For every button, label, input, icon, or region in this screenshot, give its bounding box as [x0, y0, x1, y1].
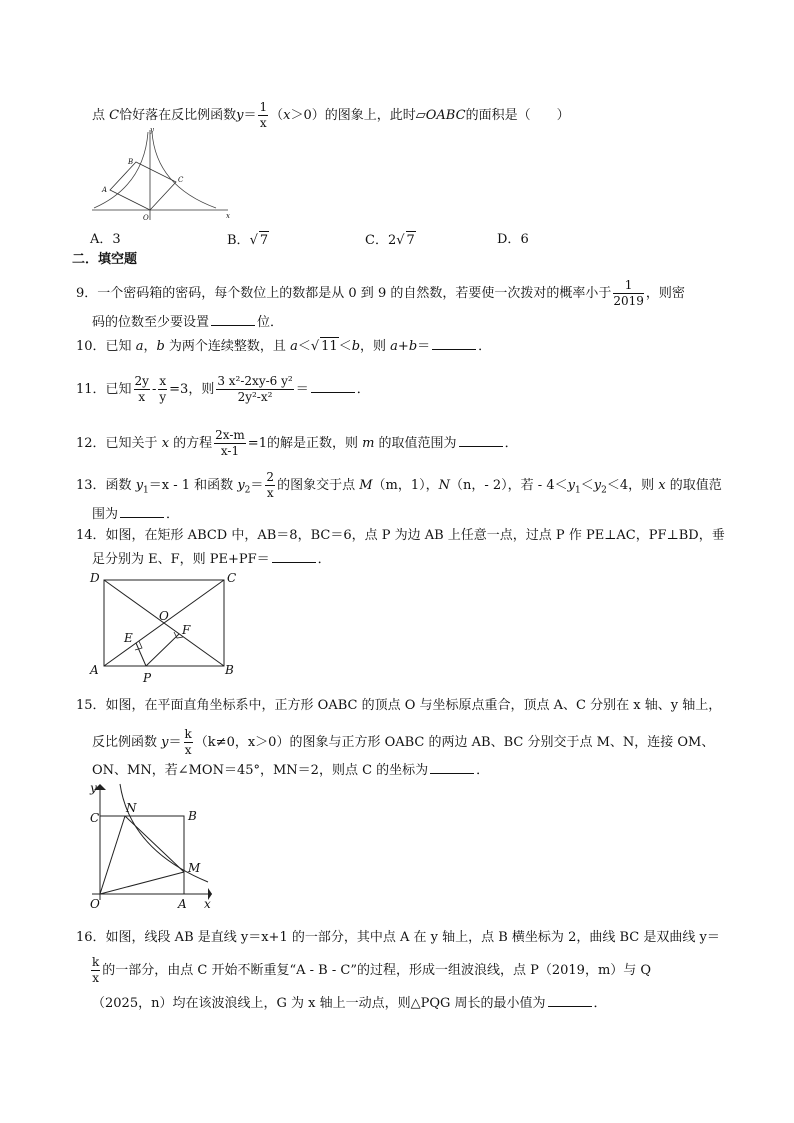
q14-fig-p: P	[143, 671, 152, 684]
q8-fig-y: y	[150, 126, 154, 134]
q15-fig-m: M	[188, 861, 201, 875]
q8-option-b[interactable]: B．√ 7	[227, 233, 269, 248]
q14-fig-d: D	[90, 571, 100, 585]
q8-option-c[interactable]: C．2√ 7	[365, 233, 415, 248]
q14-fig-a: A	[90, 663, 99, 677]
q14-figure	[86, 568, 246, 684]
q9-blank[interactable]	[211, 313, 255, 326]
q12: 12．已知关于 x 的方程 $\frac{2x-m}{x-1}$ =1的解是正数，则 m 的取值范围为 ．	[76, 428, 518, 458]
q13-blank[interactable]	[120, 505, 164, 518]
q8-fig-b: B	[128, 158, 134, 166]
q14-fig-o: O	[159, 609, 169, 623]
q8-fig-c: C	[178, 176, 184, 184]
q10-blank[interactable]	[432, 337, 476, 350]
q15-fig-y: y	[90, 781, 97, 795]
q8-option-d[interactable]: D．6	[497, 232, 529, 247]
q16-line3: （2025，n）均在该波浪线上，G 为 x 轴上一动点，则△PQG 周长的最小值为 ．	[92, 996, 607, 1011]
q16-line1: 16．如图，线段 AB 是直线 y＝x+1 的一部分，其中点 A 在 y 轴上，点 B 横坐标为 2，曲线 BC 是双曲线 y＝	[76, 930, 720, 945]
q9-line2: 码的位数至少要设置 位．	[92, 315, 284, 330]
q14-line2: 足分别为 E、F，则 PE+PF＝ ．	[92, 552, 331, 567]
q8-fig-o: O	[143, 214, 149, 222]
q12-blank[interactable]	[459, 434, 503, 447]
q8-option-a[interactable]: A．3	[90, 232, 121, 247]
q14-fig-b: B	[225, 663, 234, 677]
q15-fig-x: x	[204, 897, 211, 911]
q14-line1: 14．如图，在矩形 ABCD 中，AB＝8，BC＝6，点 P 为边 AB 上任意一点，过点 P 作 PE⊥AC，PF⊥BD，垂	[76, 528, 725, 543]
q15-figure	[86, 780, 226, 912]
q15-fig-b: B	[188, 809, 197, 823]
q13-line2: 围为 ．	[92, 507, 180, 522]
q15-fig-c: C	[90, 811, 100, 825]
section-fill-in-blanks: 二．填空题	[72, 252, 138, 267]
q8-fig-a: A	[102, 186, 108, 194]
q8-fraction: $\frac{1}{x}$	[259, 100, 268, 130]
q8-fig-x: x	[226, 212, 230, 220]
q14-fig-e: E	[124, 631, 133, 645]
q16-blank[interactable]	[548, 994, 592, 1007]
q11: 11．已知 $\frac{2y}{x}$ - $\frac{x}{y}$ =3，则 $\frac{\text{3 x²-2xy-6 y²}}{\text{2y²-x²}}$ ＝ ．	[76, 374, 370, 404]
q13-line1: 13．函数 $y_1=x - 1$ 和函数 $y_2=$ $\frac{2}{x}$ 的图象交于点 M（m，1），N（n，- 2），若 - $4<y_1<y_2<4$，则 x 的取值范	[76, 470, 722, 500]
q11-big-fraction: $\frac{\text{3 x²-2xy-6 y²}}{\text{2y²-x²}}$	[217, 374, 293, 404]
q10: 10．已知 a，b 为两个连续整数，且 a＜√ 11＜b，则 a+b＝ ．	[76, 339, 492, 354]
q15-fig-o: O	[90, 897, 100, 911]
q9-line1: 9．一个密码箱的密码，每个数位上的数都是从 0 到 9 的自然数，若要使一次拨对的概率小于 $\frac{1}{2019}$ ，则密	[76, 278, 685, 308]
q8-stem: 点 C恰好落在反比例函数y＝ $\frac{1}{x}$ （x＞0）的图象上，此时▱OABC的面积是（ ）	[92, 100, 570, 130]
q15-line1: 15．如图，在平面直角坐标系中，正方形 OABC 的顶点 O 与坐标原点重合，顶点 A、C 分别在 x 轴、y 轴上，	[76, 698, 722, 713]
q11-blank[interactable]	[311, 380, 355, 393]
q14-blank[interactable]	[272, 550, 316, 563]
q9-fraction: $\frac{1}{2019}$	[613, 278, 644, 308]
q14-fig-c: C	[227, 571, 237, 585]
q15-fig-n: N	[126, 801, 137, 815]
q15-line3: ON、MN，若∠MON＝45°，MN＝2，则点 C 的坐标为 ．	[92, 763, 490, 778]
q16-line2: $\frac{k}{x}$ 的一部分，由点 C 开始不断重复“A - B - C”的过程，形成一组波浪线，点 P（2019，m）与 Q	[92, 955, 652, 985]
q15-line2: 反比例函数 y＝ $\frac{k}{x}$ （k≠0，x＞0）的图象与正方形 OABC 的两边 AB、BC 分别交于点 M、N，连接 OM、	[92, 727, 715, 757]
q15-fig-a: A	[178, 897, 187, 911]
q15-blank[interactable]	[430, 761, 474, 774]
q8-figure	[88, 126, 238, 222]
q14-fig-f: F	[182, 623, 191, 637]
